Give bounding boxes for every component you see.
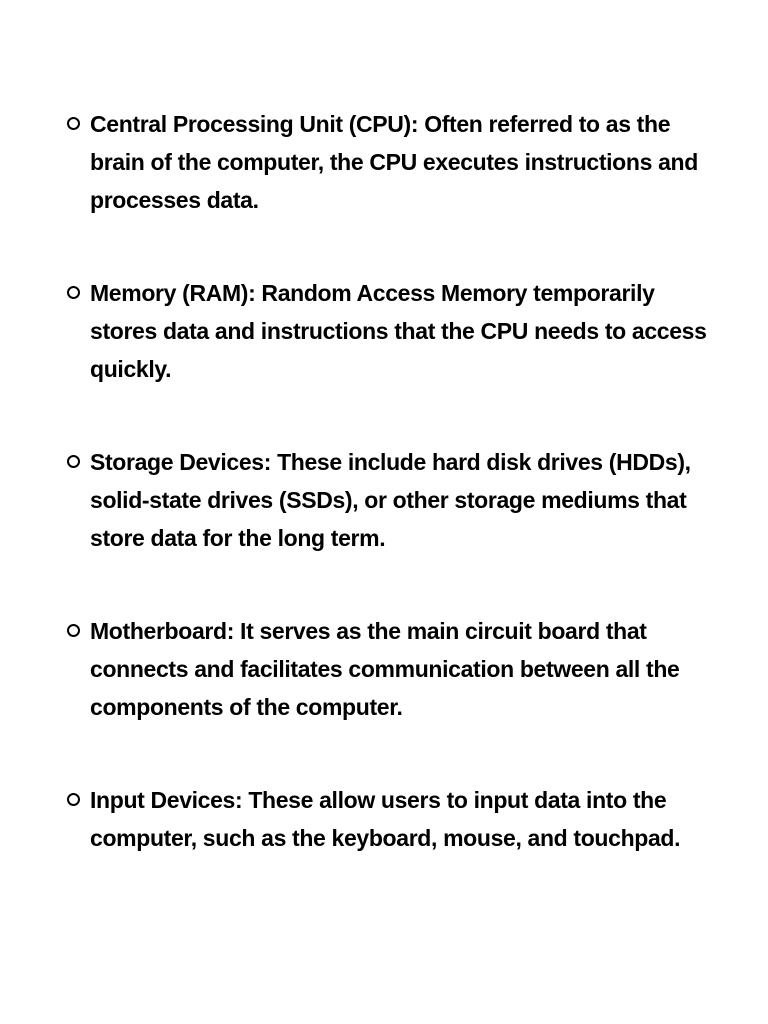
hollow-circle-bullet-icon — [67, 455, 80, 468]
list-item-storage — [66, 443, 726, 557]
list-item-text: Motherboard: It serves as the main circuit board that connects and facilitates communication between all the components of the computer. — [90, 618, 680, 720]
list-item-cpu — [66, 105, 726, 219]
list-item-text: Input Devices: These allow users to input data into the computer, such as the keyboard, mouse, and touchpad. — [90, 787, 681, 851]
hollow-circle-bullet-icon — [67, 793, 80, 806]
list-item-motherboard — [66, 612, 726, 726]
list-item-text: Memory (RAM): Random Access Memory temporarily stores data and instructions that the CPU needs to access quickly. — [90, 280, 707, 382]
component-list — [66, 105, 726, 912]
list-item-text: Storage Devices: These include hard disk drives (HDDs), solid-state drives (SSDs), or other storage mediums that store data for the long term. — [90, 449, 691, 551]
list-item-input-devices — [66, 781, 726, 857]
hollow-circle-bullet-icon — [67, 624, 80, 637]
hollow-circle-bullet-icon — [67, 117, 80, 130]
list-item-text: Central Processing Unit (CPU): Often referred to as the brain of the computer, the CPU executes instructions and processes data. — [90, 111, 698, 213]
hollow-circle-bullet-icon — [67, 286, 80, 299]
list-item-memory — [66, 274, 726, 388]
